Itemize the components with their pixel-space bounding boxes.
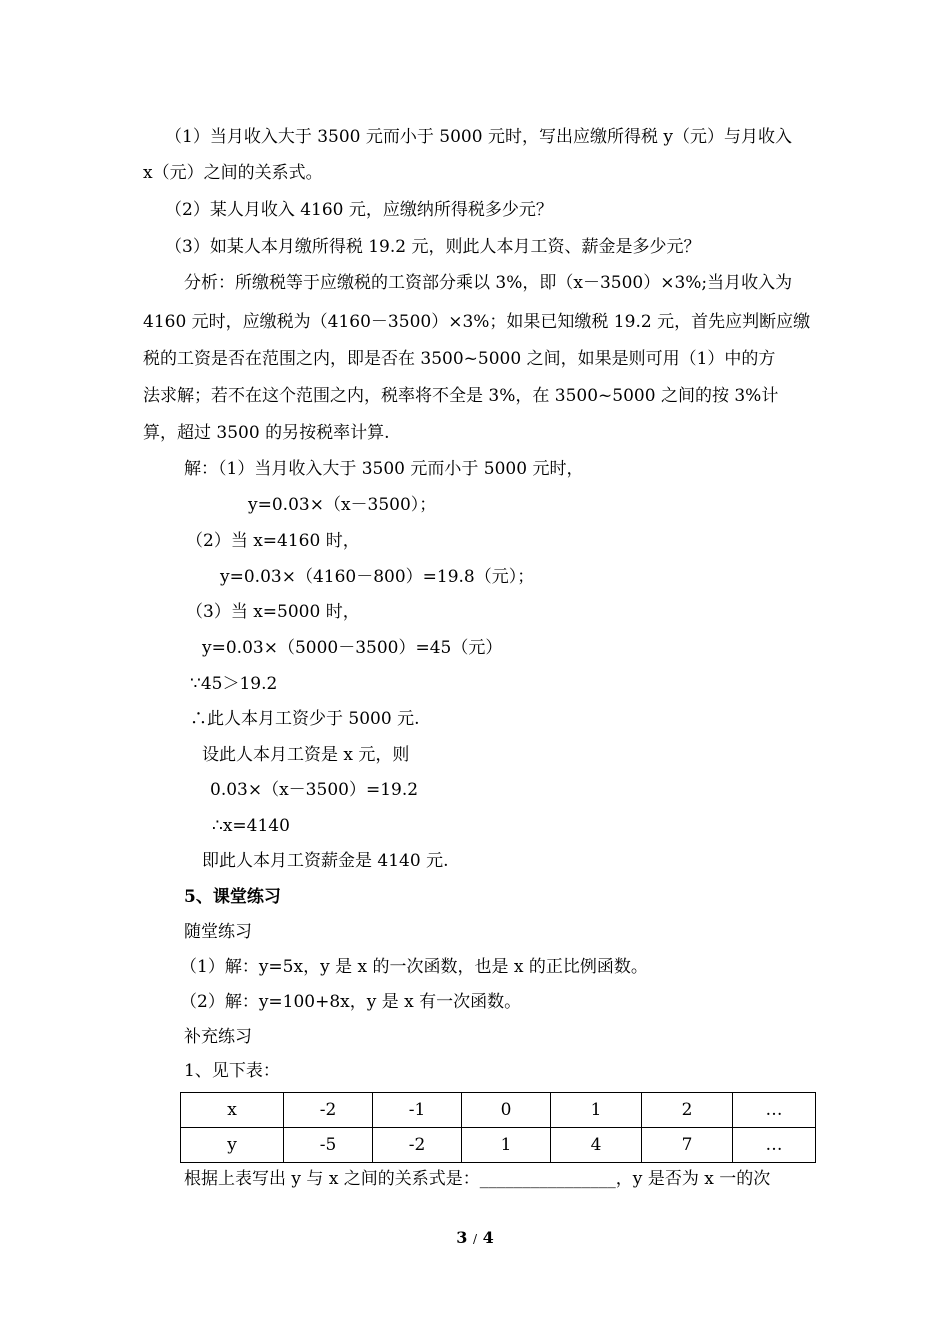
solution-line: （2）当 x=4160 时， <box>186 531 360 551</box>
solution-line: ∴此人本月工资少于 5000 元. <box>190 709 420 729</box>
problem-q1-line1: （1）当月收入大于 3500 元而小于 5000 元时，写出应缴所得税 y（元）与月收入 <box>165 127 792 147</box>
analysis-line5: 算，超过 3500 的另按税率计算. <box>143 423 390 443</box>
practice-answer-2: （2）解：y=100+8x，y 是 x 有一次函数。 <box>180 992 522 1012</box>
xy-value-table <box>180 1092 816 1163</box>
solution-line: ∵45＞19.2 <box>190 674 278 694</box>
problem-q1-line2: x（元）之间的关系式。 <box>143 163 323 183</box>
solution-line: 解：（1）当月收入大于 3500 元而小于 5000 元时， <box>184 459 584 479</box>
table-cell: y <box>181 1128 284 1163</box>
table-cell: 1 <box>462 1128 551 1163</box>
table-cell: -2 <box>284 1093 373 1128</box>
page-separator: / <box>472 1232 478 1246</box>
practice-heading: 5、课堂练习 <box>184 887 281 907</box>
solution-line: （3）当 x=5000 时， <box>186 602 360 622</box>
solution-line: 设此人本月工资是 x 元，则 <box>202 745 410 765</box>
problem-q2: （2）某人月收入 4160 元，应缴纳所得税多少元？ <box>165 200 553 220</box>
problem-q3: （3）如某人本月缴所得税 19.2 元，则此人本月工资、薪金是多少元？ <box>165 237 701 257</box>
table-cell: … <box>733 1128 816 1163</box>
table-cell: x <box>181 1093 284 1128</box>
solution-line: 0.03×（x－3500）=19.2 <box>210 780 419 800</box>
table-cell: 7 <box>642 1128 733 1163</box>
page-number <box>0 1228 950 1247</box>
solution-line: y=0.03×（4160－800）=19.8（元）； <box>220 567 535 587</box>
page-total: 4 <box>482 1228 494 1247</box>
table-cell: 2 <box>642 1093 733 1128</box>
after-table-question: 根据上表写出 y 与 x 之间的关系式是：________________，y 是否为 x 一的次 <box>184 1169 771 1189</box>
analysis-line3: 税的工资是否在范围之内，即是否在 3500~5000 之间，如果是则可用（1）中的方 <box>143 349 776 369</box>
analysis-line4: 法求解；若不在这个范围之内，税率将不全是 3%，在 3500~5000 之间的按 3%计 <box>143 386 779 406</box>
solution-line: y=0.03×（x－3500）； <box>248 495 437 515</box>
analysis-line1: 分析：所缴税等于应缴税的工资部分乘以 3%，即（x－3500）×3%;当月收入为 <box>184 273 793 293</box>
practice-item: 1、见下表： <box>184 1061 280 1081</box>
table-cell: 4 <box>551 1128 642 1163</box>
table-row-y <box>181 1128 816 1163</box>
practice-subheading: 随堂练习 <box>184 922 252 942</box>
table-cell: … <box>733 1093 816 1128</box>
solution-line: 即此人本月工资薪金是 4140 元. <box>202 851 449 871</box>
table-cell: -1 <box>373 1093 462 1128</box>
page-current: 3 <box>456 1228 468 1247</box>
table-cell: 1 <box>551 1093 642 1128</box>
table-cell: 0 <box>462 1093 551 1128</box>
table-cell: -5 <box>284 1128 373 1163</box>
practice-subheading: 补充练习 <box>184 1027 252 1047</box>
solution-line: ∴x=4140 <box>212 816 290 836</box>
analysis-line2: 4160 元时，应缴税为（4160－3500）×3%；如果已知缴税 19.2 元，首先应判断应缴 <box>143 312 811 332</box>
table-row-x <box>181 1093 816 1128</box>
table-cell: -2 <box>373 1128 462 1163</box>
solution-line: y=0.03×（5000－3500）=45（元） <box>202 638 503 658</box>
practice-answer-1: （1）解：y=5x，y 是 x 的一次函数，也是 x 的正比例函数。 <box>180 957 648 977</box>
